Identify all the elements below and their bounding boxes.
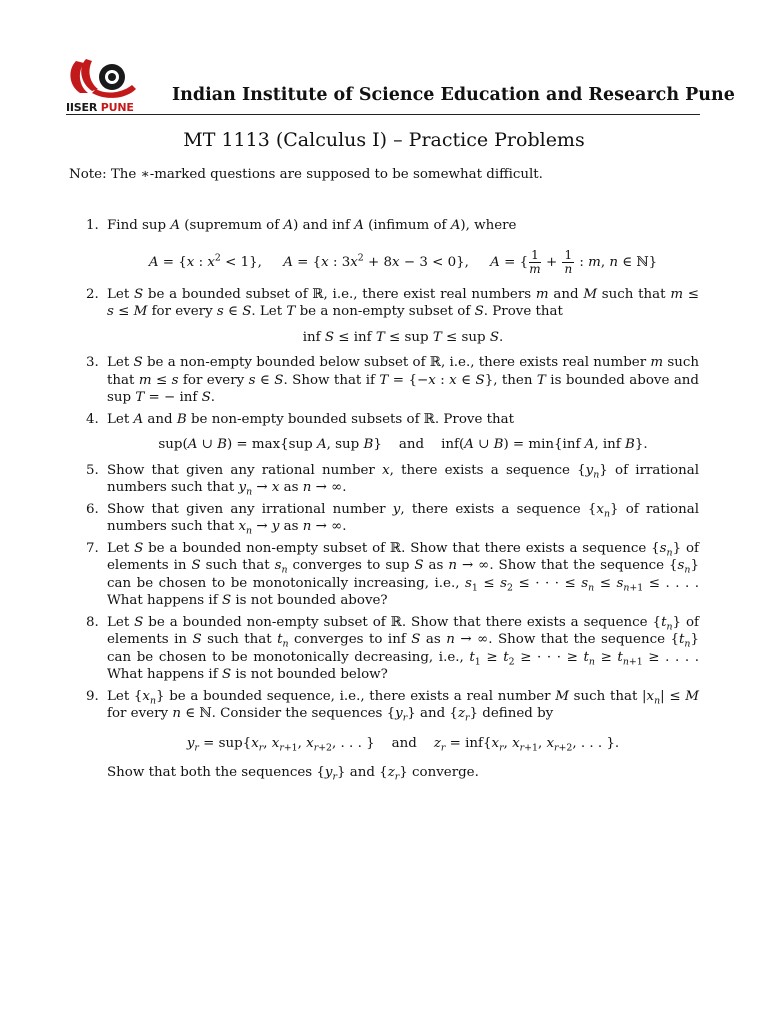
iiser-logo [66,55,142,117]
header-rule [66,114,700,115]
note-text: Note: The ∗-marked questions are supposed to be somewhat difficult. [69,167,543,182]
problem-6: 6. Show that given any irrational number y, there exists a sequence $\{x_n\}$ of rational numbers such that $x_n \to y$ as n → ∞. [86,501,699,537]
problem-5: 5. Show that given any rational number x, there exists a sequence $\{y_n\}$ of irrational numbers such that $y_n \to x$ as n → ∞. [86,462,699,498]
problem-4: 4. Let A and B be non-empty bounded subsets of ℝ. Prove that sup(A ∪ B) = max{sup A, sup B} and inf(A ∪ B) = min{inf A, inf B}. [86,411,648,452]
logo-wordmark: IISER PUNE [66,101,134,114]
problem-9: 9. Let $\{x_n\}$ be a bounded sequence, i.e., there exists a real number M such that $|x_n| \le M$ for every n ∈ ℕ. Consider the sequences $\{y_r\}$ and $\{z_r\}$ defined by $y_r = sup\{x_r$, $x_{r+1}$, $x_{r+2}$, . . . } and $z_r = inf\{x_r$, $x_{r+1}$, $x_{r+2}$, . . . }. Show that both the sequences $\{y_r\}$ and $\{z_r\}$ converge. [86,688,699,783]
problem-8: 8. Let S be a bounded non-empty subset of ℝ. Show that there exists a sequence $\{t_n\}$ of elements in S such that $t_n$ converges to inf S as n → ∞. Show that the sequence $\{t_n\}$ can be chosen to be monotonically decreasing, i.e., $t_1 \ge t_2$ ≥ · · · ≥ $t_n \ge t_{n+1}$ ≥ . . . . What happens if S is not bounded below? [86,614,700,682]
page-title: MT 1113 (Calculus I) – Practice Problems [183,129,585,151]
logo-emblem-icon [66,55,142,103]
problem-3: 3. Let S be a non-empty bounded below subset of ℝ, i.e., there exists real number m such that m ≤ s for every s ∈ S. Show that if T = {−x : x ∈ S}, then T is bounded above and sup T = − inf S. [86,355,700,405]
problem-7: 7. Let S be a bounded non-empty subset of ℝ. Show that there exists a sequence $\{s_n\}$ of elements in S such that $s_n$ converges to sup S as n → ∞. Show that the sequence $\{s_n\}$ can be chosen to be monotonically increasing, i.e., $s_1 \le s_2$ ≤ · · · ≤ $s_n \le s_{n+1}$ ≤ . . . . What happens if S is not bounded above? [86,540,700,608]
problem-list [69,217,699,782]
institute-name: Indian Institute of Science Education and Research Pune [172,85,735,105]
problem-2: 2. Let S be a bounded subset of ℝ, i.e., there exist real numbers m and M such that m ≤ s ≤ M for every s ∈ S. Let T be a non-empty subset of S. Prove that inf S ≤ inf T ≤ sup T ≤ sup S. [86,286,699,345]
problem-1: 1. Find sup A (supremum of A) and inf A (infimum of A), where A = {x : $x^2 < 1$}, A = {x : $3x^2 + 8x - 3 < 0$}, A = { $\frac{1}{m}$ + $\frac{1}{n}$ : m, n ∈ ℕ} [86,218,658,276]
closing-text: Show that both the sequences $\{y_r\}$ and $\{z_r\}$ converge. [107,765,479,783]
